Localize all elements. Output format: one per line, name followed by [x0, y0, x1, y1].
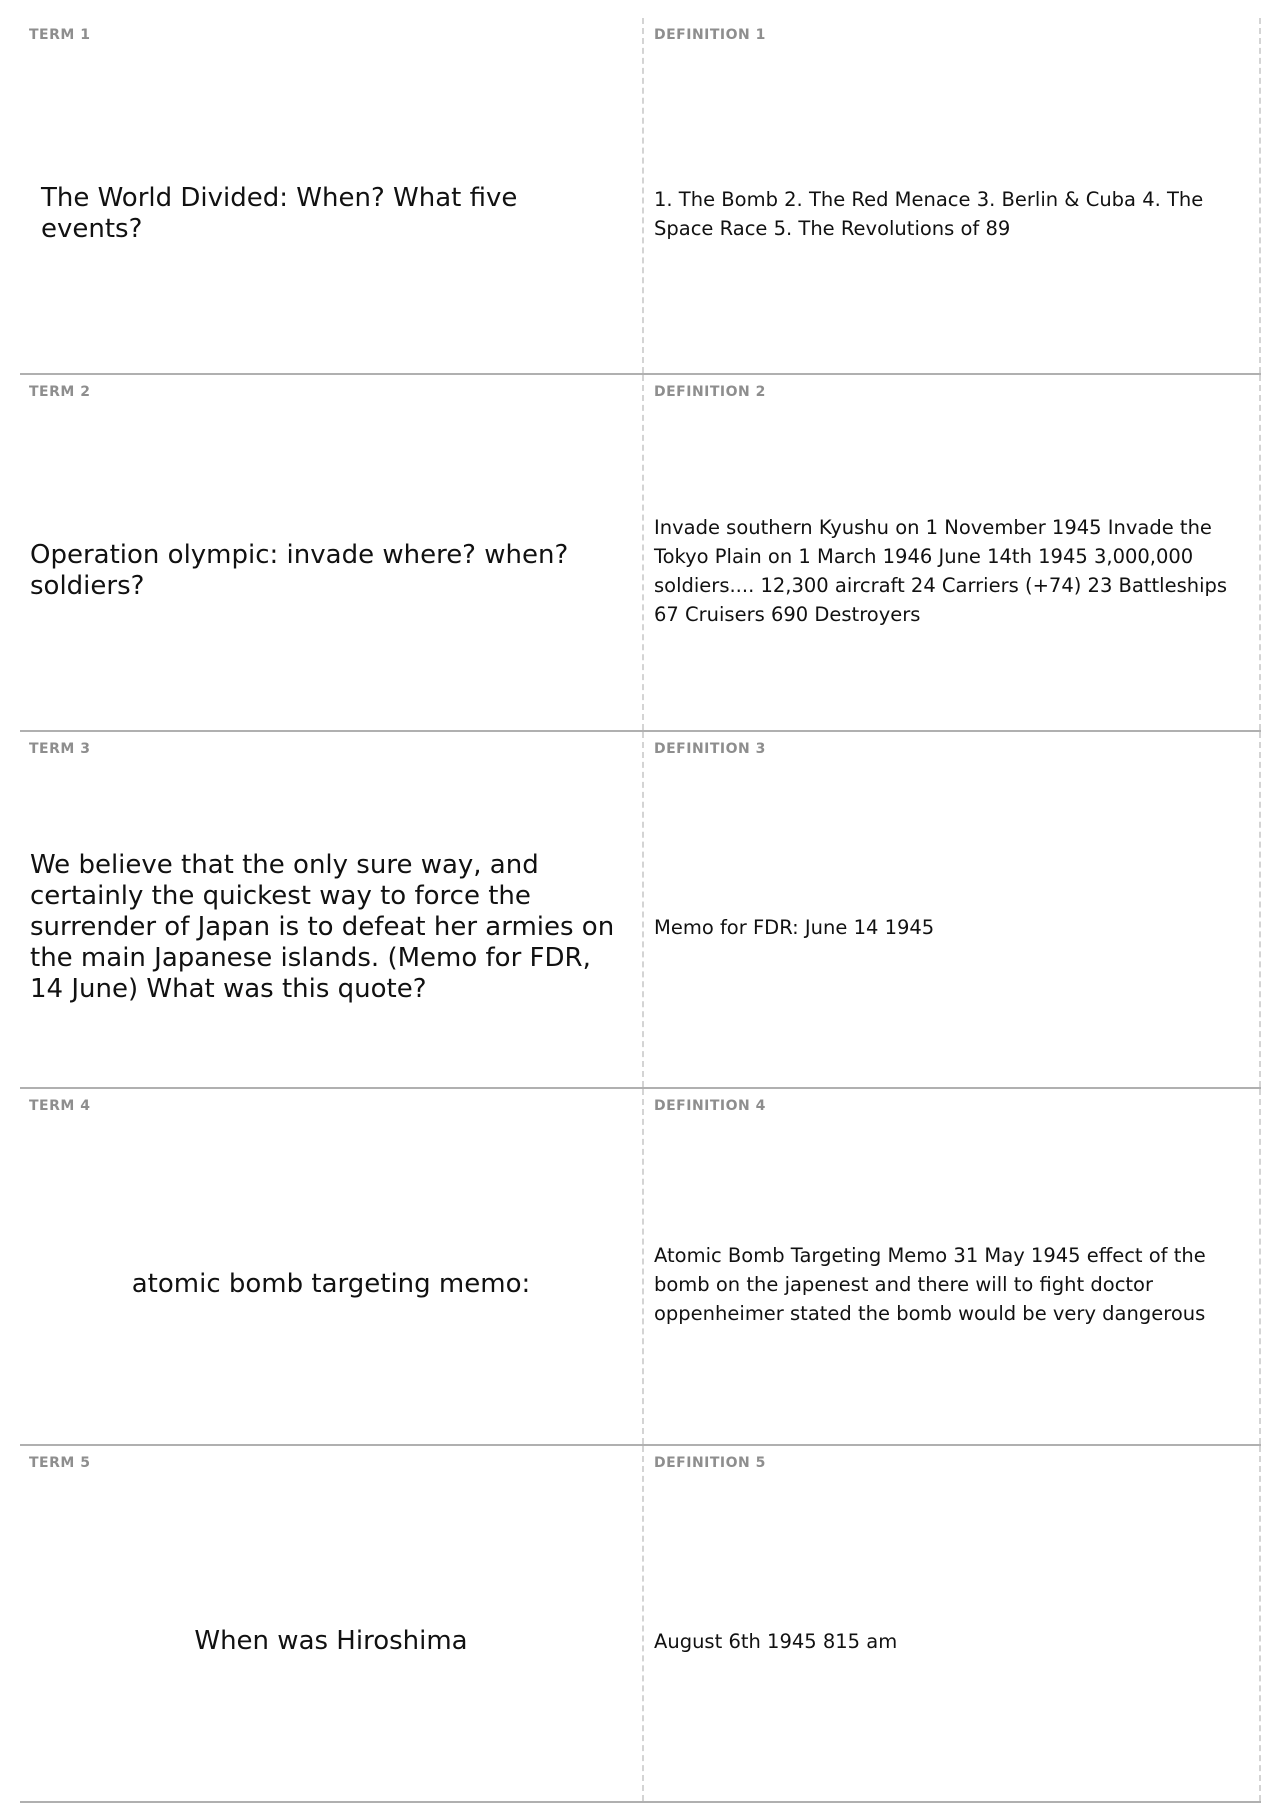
card-row-2 [20, 375, 1261, 732]
definition-body [644, 1125, 1259, 1444]
definition-label: DEFINITION 3 [654, 741, 766, 757]
card-row-5 [20, 1446, 1261, 1803]
definition-label: DEFINITION 2 [654, 384, 766, 400]
term-text: atomic bomb targeting memo: [131, 1269, 531, 1299]
term-text: When was Hiroshima [194, 1626, 468, 1656]
term-text: We believe that the only sure way, and certainly the quickest way to force the surrender of Japan is to defeat her armies on the main Japanese islands. (Memo for FDR, 14 June) What was this quote? [30, 850, 615, 1004]
definition-body [644, 768, 1259, 1087]
definition-body [644, 54, 1259, 373]
term-label: TERM 2 [29, 384, 91, 400]
term-label: TERM 1 [29, 27, 91, 43]
definition-text: Memo for FDR: June 14 1945 [654, 916, 935, 939]
term-body [20, 54, 642, 373]
term-body [20, 1125, 642, 1444]
card-row-1 [20, 18, 1261, 375]
card-row-3 [20, 732, 1261, 1089]
term-text: Operation olympic: invade where? when? soldiers? [30, 539, 569, 601]
term-text: The World Divided: When? What five events? [41, 182, 518, 244]
definition-text: Atomic Bomb Targeting Memo 31 May 1945 effect of the bomb on the japenest and there will to fight doctor oppenheimer stated the bomb would be very dangerous [654, 1244, 1206, 1325]
flashcard-sheet [20, 18, 1261, 1803]
definition-label: DEFINITION 1 [654, 27, 766, 43]
definition-text: 1. The Bomb 2. The Red Menace 3. Berlin & Cuba 4. The Space Race 5. The Revolutions of 89 [654, 187, 1204, 240]
term-body [20, 768, 642, 1087]
definition-cell-2 [644, 375, 1261, 730]
definition-label: DEFINITION 5 [654, 1455, 766, 1471]
term-cell-4 [20, 1089, 644, 1444]
term-body [20, 1482, 642, 1801]
card-row-4 [20, 1089, 1261, 1446]
term-label: TERM 3 [29, 741, 91, 757]
definition-cell-3 [644, 732, 1261, 1087]
definition-body [644, 1482, 1259, 1801]
definition-cell-1 [644, 18, 1261, 373]
definition-body [644, 411, 1259, 730]
term-cell-3 [20, 732, 644, 1087]
term-cell-1 [20, 18, 644, 373]
definition-cell-4 [644, 1089, 1261, 1444]
term-cell-2 [20, 375, 644, 730]
definition-text: Invade southern Kyushu on 1 November 1945 Invade the Tokyo Plain on 1 March 1946 June 14th 1945 3,000,000 soldiers.... 12,300 aircraft 24 Carriers (+74) 23 Battleships 67 Cruisers 690 Destroyers [654, 515, 1228, 626]
definition-text: August 6th 1945 815 am [654, 1630, 898, 1653]
term-label: TERM 5 [29, 1455, 91, 1471]
definition-cell-5 [644, 1446, 1261, 1801]
definition-label: DEFINITION 4 [654, 1098, 766, 1114]
term-body [20, 411, 642, 730]
term-label: TERM 4 [29, 1098, 91, 1114]
term-cell-5 [20, 1446, 644, 1801]
